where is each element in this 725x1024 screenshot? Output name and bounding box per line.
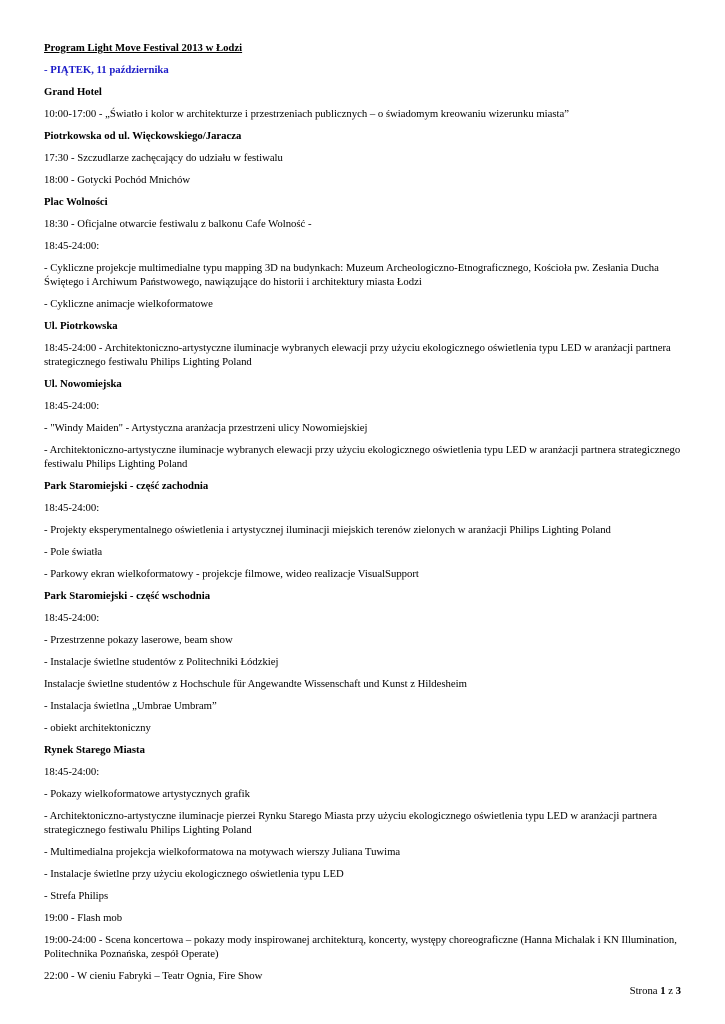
program-item: 18:00 - Gotycki Pochód Mnichów [44,174,191,186]
footer-prefix: Strona [629,985,658,997]
venue-heading: Park Staromiejski - część wschodnia [44,590,211,602]
program-item: 18:45-24:00: [44,502,100,514]
venue-heading: Plac Wolności [44,196,108,208]
program-item: 18:45-24:00: [44,240,100,252]
program-lines [44,85,694,983]
program-item: - Architektoniczno-artystyczne iluminacje pierzei Rynku Starego Miasta przy użyciu ekologicznego oświetlenia typu LED w aranżacji partnera strategicznego festiwalu Philips Lighting Poland [44,810,657,836]
document-body [44,41,694,991]
venue-heading: Ul. Piotrkowska [44,320,118,332]
footer-total-pages: 3 [675,985,681,997]
venue-heading: Park Staromiejski - część zachodnia [44,480,209,492]
program-item: - Instalacja świetlna „Umbrae Umbram” [44,700,217,712]
program-item: - Instalacje świetlne przy użyciu ekologicznego oświetlenia typu LED [44,868,344,880]
program-item: - Multimedialna projekcja wielkoformatowa na motywach wierszy Juliana Tuwima [44,846,401,858]
program-item: - Cykliczne projekcje multimedialne typu mapping 3D na budynkach: Muzeum Archeologiczno-Etnograficznego, Kościoła pw. Zesłania Ducha Świętego i Archiwum Państwowego, nawiązujące do historii i architektury miasta Łodzi [44,262,659,288]
program-item: 19:00-24:00 - Scena koncertowa – pokazy mody inspirowanej architekturą, koncerty, występy choreograficzne (Hanna Michalak i KN Illumination, Politechnika Poznańska, zespół Operate) [44,934,677,960]
page-footer [630,984,681,998]
program-item: 22:00 - W cieniu Fabryki – Teatr Ognia, Fire Show [44,970,263,982]
program-item: 18:45-24:00: [44,400,100,412]
program-item: - Projekty eksperymentalnego oświetlenia i artystycznej iluminacji miejskich terenów zielonych w aranżacji Philips Lighting Poland [44,524,611,536]
program-item: 17:30 - Szczudlarze zachęcający do udziału w festiwalu [44,152,283,164]
day-heading: - PIĄTEK, 11 października [44,64,169,76]
footer-page-number: 1 [660,985,666,997]
venue-heading: Ul. Nowomiejska [44,378,122,390]
program-item: Instalacje świetlne studentów z Hochschule für Angewandte Wissenschaft und Kunst z Hildesheim [44,678,467,690]
venue-heading: Grand Hotel [44,86,102,98]
document-title: Program Light Move Festival 2013 w Łodzi [44,42,243,54]
program-item: - Przestrzenne pokazy laserowe, beam show [44,634,233,646]
program-item: - Pokazy wielkoformatowe artystycznych grafik [44,788,250,800]
program-item: 19:00 - Flash mob [44,912,123,924]
program-item: - Pole światła [44,546,103,558]
program-item: - Architektoniczno-artystyczne iluminacje wybranych elewacji przy użyciu ekologicznego oświetlenia typu LED w aranżacji partnera strategicznego festiwalu Philips Lighting Poland [44,444,681,470]
program-item: - Strefa Philips [44,890,109,902]
program-item: 18:45-24:00 - Architektoniczno-artystyczne iluminacje wybranych elewacji przy użyciu ekologicznego oświetlenia typu LED w aranżacji partnera strategicznego festiwalu Philips Lighting Poland [44,342,671,368]
program-item: 18:30 - Oficjalne otwarcie festiwalu z balkonu Cafe Wolność - [44,218,312,230]
program-item: 10:00-17:00 - „Światło i kolor w architekturze i przestrzeniach publicznych – o świadomym kreowaniu wizerunku miasta” [44,108,570,120]
venue-heading: Rynek Starego Miasta [44,744,145,756]
program-item: - Instalacje świetlne studentów z Politechniki Łódzkiej [44,656,279,668]
program-item: 18:45-24:00: [44,612,100,624]
program-item: - "Windy Maiden" - Artystyczna aranżacja przestrzeni ulicy Nowomiejskiej [44,422,368,434]
venue-heading: Piotrkowska od ul. Więckowskiego/Jaracza [44,130,242,142]
program-item: - obiekt architektoniczny [44,722,151,734]
footer-of: z [668,985,673,997]
program-item: 18:45-24:00: [44,766,100,778]
program-item: - Parkowy ekran wielkoformatowy - projekcje filmowe, wideo realizacje VisualSupport [44,568,419,580]
program-item: - Cykliczne animacje wielkoformatowe [44,298,213,310]
